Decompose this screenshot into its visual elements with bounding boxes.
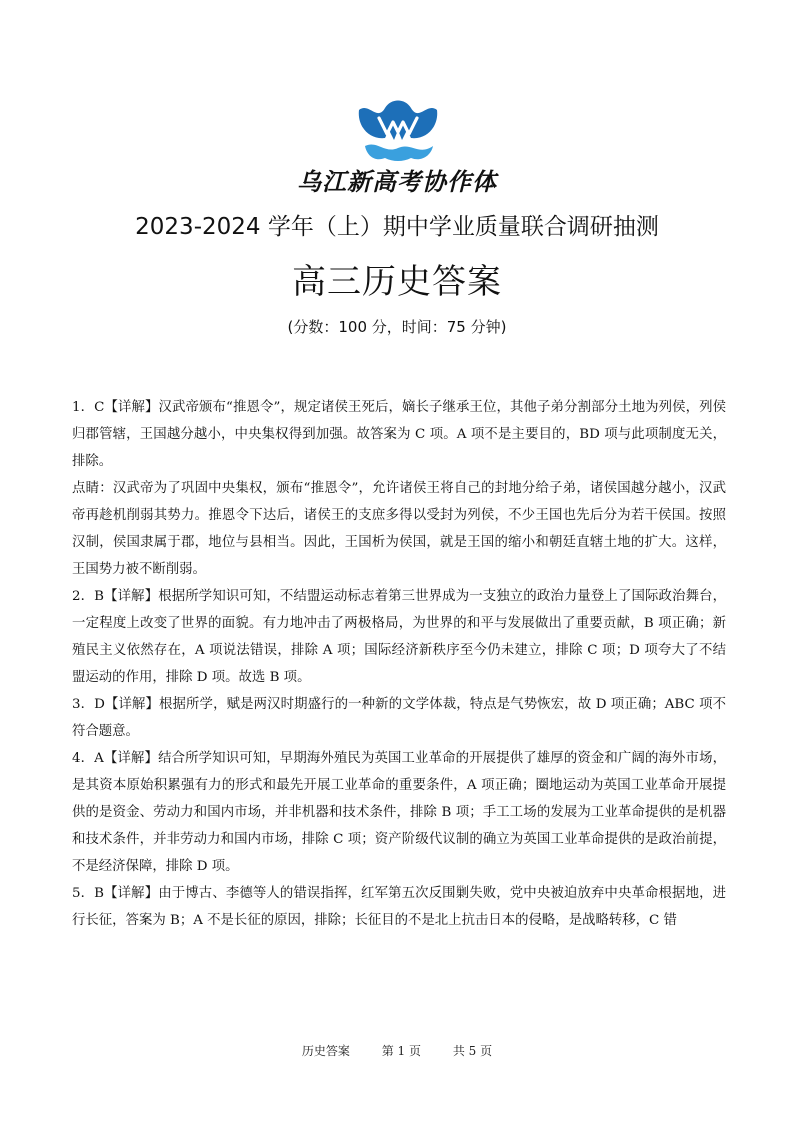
answer-body	[72, 394, 726, 934]
footer-total-pages: 共 5 页	[452, 1044, 493, 1058]
answer-item-1: 1．C【详解】汉武帝颁布“推恩令”，规定诸侯王死后，嫡长子继承王位，其他子弟分割部分土地为列侯，列侯归郡管辖，王国越分越小，中央集权得到加强。故答案为 C 项。A 项不是主要目的，BD 项与此项制度无关，排除。	[72, 400, 726, 469]
answer-item-4: 4．A【详解】结合所学知识可知，早期海外殖民为英国工业革命的开展提供了雄厚的资金和广阔的海外市场，是其资本原始积累强有力的形式和最先开展工业革命的重要条件，A 项正确；圈地运动为英国工业革命开展提供的是资金、劳动力和国内市场，并非机器和技术条件，排除 B 项；手工工场的发展为工业革命提供的是机器和技术条件，并非劳动力和国内市场，排除 C 项；资产阶级代议制的确立为英国工业革命提供的是政治前提，不是经济保障，排除 D 项。	[72, 751, 726, 874]
exam-meta: (分数：100 分，时间：75 分钟)	[287, 318, 507, 336]
footer-subject: 历史答案	[301, 1044, 350, 1058]
answer-item-5: 5．B【详解】由于博古、李德等人的错误指挥，红军第五次反围剿失败，党中央被迫放弃中央革命根据地，进行长征，答案为 B；A 不是长征的原因，排除；长征目的不是北上抗击日本的侵略，是战略转移，C 错	[72, 886, 726, 928]
page-title: 高三历史答案	[292, 262, 502, 302]
answer-note: 点睛：汉武帝为了巩固中央集权，颁布“推恩令”，允许诸侯王将自己的封地分给子弟，诸侯国越分越小，汉武帝再趁机削弱其势力。推恩令下达后，诸侯王的支庶多得以受封为列侯，不少王国也先后分为若干侯国。按照汉制，侯国隶属于郡，地位与县相当。因此，王国析为侯国，就是王国的缩小和朝廷直辖土地的扩大。这样，王国势力被不断削弱。	[72, 481, 726, 577]
footer-page-number: 第 1 页	[381, 1044, 421, 1058]
answer-item-2: 2．B【详解】根据所学知识可知，不结盟运动标志着第三世界成为一支独立的政治力量登上了国际政治舞台，一定程度上改变了世界的面貌。有力地冲击了两极格局，为世界的和平与发展做出了重要贡献，B 项正确；新殖民主义依然存在，A 项说法错误，排除 A 项；国际经济新秩序至今仍未建立，排除 C 项；D 项夸大了不结盟运动的作用，排除 D 项。故选 B 项。	[72, 589, 726, 685]
organization-name: 乌江新高考协作体	[297, 168, 497, 196]
answer-item-3: 3．D【详解】根据所学，赋是两汉时期盛行的一种新的文学体裁，特点是气势恢宏，故 D 项正确；ABC 项不符合题意。	[72, 697, 726, 739]
exam-title: 2023-2024 学年（上）期中学业质量联合调研抽测	[135, 214, 659, 240]
page-footer	[0, 1042, 794, 1059]
wave-logo-icon	[355, 100, 441, 164]
